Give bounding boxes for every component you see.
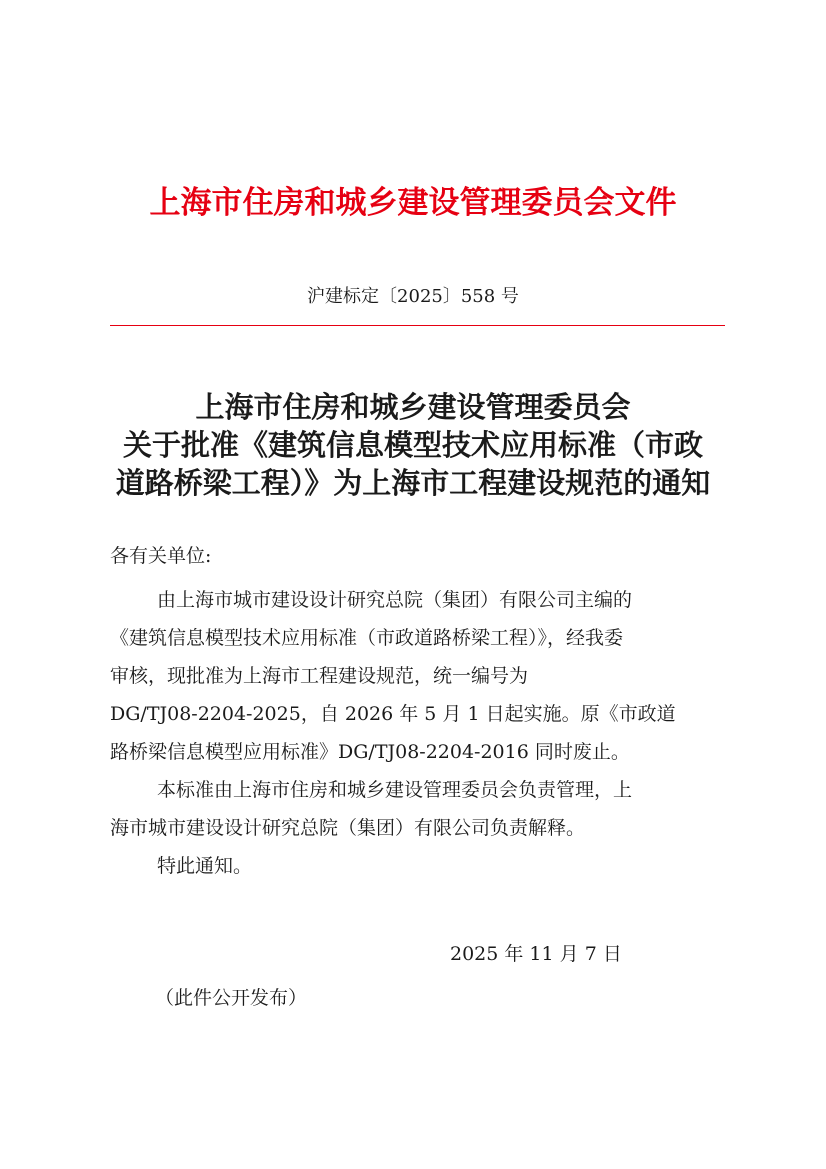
paragraph-2-line: 本标准由上海市住房和城乡建设管理委员会负责管理，上	[157, 779, 633, 801]
paragraph-1-line: DG/TJ08-2204-2025，自 2026 年 5 月 1 日起实施。原《市政道	[110, 703, 676, 725]
publish-note: （此件公开发布）	[155, 987, 308, 1009]
notice-title-line: 关于批准《建筑信息模型技术应用标准（市政	[122, 428, 703, 462]
paragraph-1-line: 《建筑信息模型技术应用标准（市政道路桥梁工程）》，经我委	[110, 627, 624, 649]
paragraph-1-line: 由上海市城市建设设计研究总院（集团）有限公司主编的	[157, 589, 633, 611]
document-number: 沪建标定〔2025〕558 号	[307, 286, 519, 307]
issue-date: 2025 年 11 月 7 日	[450, 943, 622, 965]
notice-title-line: 上海市住房和城乡建设管理委员会	[195, 390, 631, 424]
agency-header-title: 上海市住房和城乡建设管理委员会文件	[149, 185, 677, 221]
notice-title-line: 道路桥梁工程）》为上海市工程建设规范的通知	[115, 466, 711, 500]
salutation: 各有关单位:	[110, 545, 212, 567]
closing-line: 特此通知。	[157, 855, 253, 877]
paragraph-1-line: 路桥梁信息模型应用标准》DG/TJ08-2204-2016 同时废止。	[110, 741, 630, 763]
notice-title	[100, 388, 726, 502]
paragraph-1-line: 审核，现批准为上海市工程建设规范，统一编号为	[110, 665, 529, 687]
paragraph-2-line: 海市城市建设设计研究总院（集团）有限公司负责解释。	[110, 817, 586, 839]
red-divider-rule	[110, 325, 725, 326]
